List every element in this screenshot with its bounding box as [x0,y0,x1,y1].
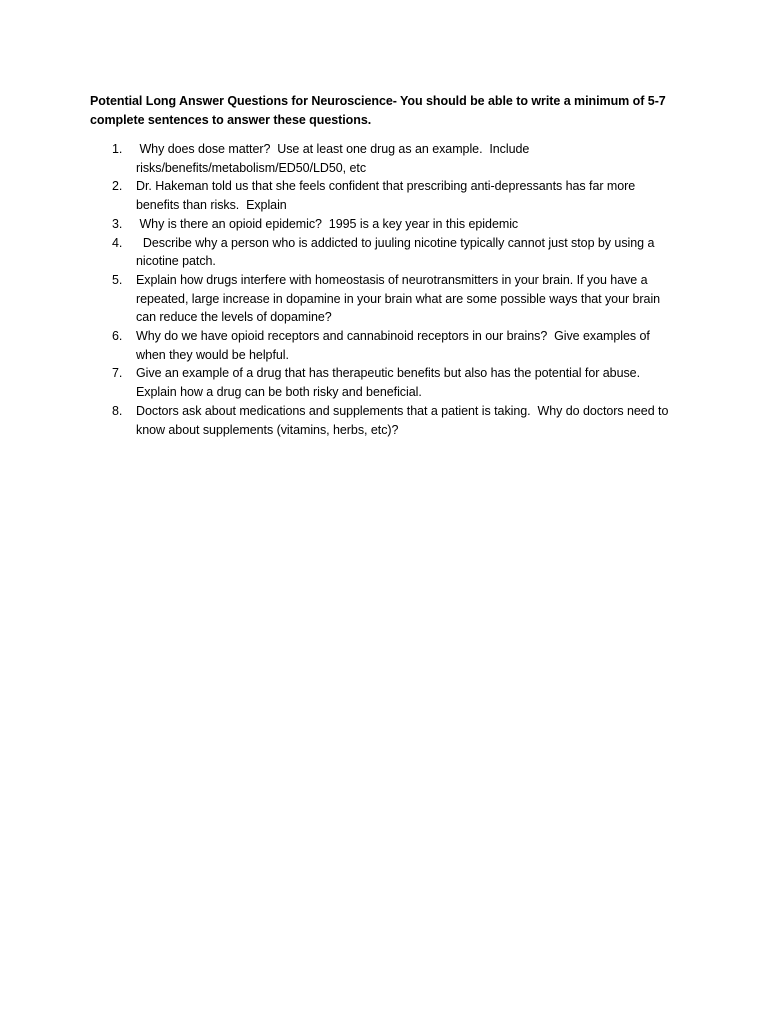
question-number: 5. [112,272,123,287]
question-text: Doctors ask about medications and supplements that a patient is taking. Why do doctors need to know about supplements (vitamins, herbs, etc)? [136,403,672,437]
question-text: Why do we have opioid receptors and cannabinoid receptors in our brains? Give examples of when they would be helpful. [136,329,654,362]
question-item [90,234,670,271]
question-list [90,140,670,439]
question-text: Dr. Hakeman told us that she feels confident that prescribing anti-depressants has far more benefits than risks. Explain [136,179,639,213]
question-number: 2. [112,179,123,194]
question-item [90,327,670,364]
question-item [90,215,670,234]
question-item [90,364,670,401]
document-content [90,92,670,439]
question-number: 1. [112,142,123,156]
question-text: Why does dose matter? Use at least one drug as an example. Include risks/benefits/metabolism/ED50/LD50, etc [136,142,533,175]
question-number: 4. [112,235,123,250]
question-number: 8. [112,403,123,418]
question-item [90,177,670,214]
question-item [90,140,670,177]
question-item [90,271,670,327]
question-text: Explain how drugs interfere with homeostasis of neurotransmitters in your brain. If you have a repeated, large increase in dopamine in your brain what are some possible ways that your brain can reduce the levels of dopamine? [136,272,664,325]
question-text: Why is there an opioid epidemic? 1995 is a key year in this epidemic [136,216,519,231]
question-text: Give an example of a drug that has therapeutic benefits but also has the potential for abuse. Explain how a drug can be both risky and beneficial. [136,366,647,400]
question-number: 6. [112,329,123,344]
document-heading: Potential Long Answer Questions for Neuroscience- You should be able to write a minimum of 5-7 complete sentences to answer these questions. [90,94,666,127]
question-item [90,402,670,439]
question-number: 3. [112,216,123,231]
question-text: Describe why a person who is addicted to juuling nicotine typically cannot just stop by using a nicotine patch. [136,235,658,269]
question-number: 7. [112,366,123,381]
